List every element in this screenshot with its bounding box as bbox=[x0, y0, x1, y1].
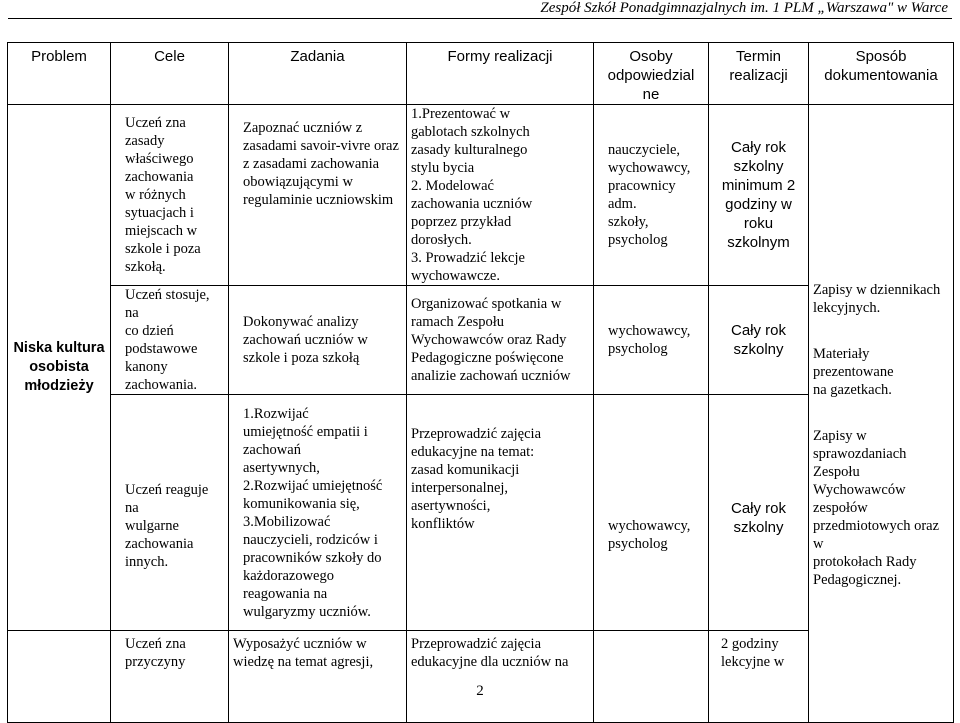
cel-cell: Uczeń reaguje na wulgarne zachowania innych. bbox=[111, 395, 229, 631]
termin-cell: Cały rok szkolny bbox=[709, 286, 809, 395]
col-header-zadania: Zadania bbox=[229, 43, 407, 105]
dokumentowanie-cell bbox=[809, 105, 954, 723]
document-header: Zespół Szkół Ponadgimnazjalnych im. 1 PLM „Warszawa" w Warce bbox=[540, 0, 948, 16]
formy-cell: Organizować spotkania w ramach Zespołu Wychowawców oraz Rady Pedagogiczne poświęcone analizie zachowań uczniów bbox=[407, 286, 594, 395]
formy-cell: 1.Prezentować w gablotach szkolnych zasady kulturalnego stylu bycia 2. Modelować zachowania uczniów poprzez przykład dorosłych. 3. Prowadzić lekcje wychowawcze. bbox=[407, 105, 594, 286]
col-header-formy: Formy realizacji bbox=[407, 43, 594, 105]
osoby-cell: wychowawcy, psycholog bbox=[594, 395, 709, 631]
osoby-cell: wychowawcy, psycholog bbox=[594, 286, 709, 395]
zadanie-cell: 1.Rozwijać umiejętność empatii i zachowań asertywnych, 2.Rozwijać umiejętność komunikowania się, 3.Mobilizować nauczycieli, rodziców i pracowników szkoły do każdorazowego reagowania na wulgaryzmy uczniów. bbox=[229, 395, 407, 631]
formy-cell: Przeprowadzić zajęcia edukacyjne dla uczniów na bbox=[407, 631, 594, 723]
termin-cell: Cały rok szkolny bbox=[709, 395, 809, 631]
osoby-cell: nauczyciele, wychowawcy, pracownicy adm. szkoły, psycholog bbox=[594, 105, 709, 286]
cel-cell: Uczeń stosuje, na co dzień podstawowe kanony zachowania. bbox=[111, 286, 229, 395]
header-rule bbox=[8, 18, 952, 19]
termin-cell: Cały rok szkolny minimum 2 godziny w roku szkolnym bbox=[709, 105, 809, 286]
problem-cell-empty bbox=[8, 631, 111, 723]
col-header-dokumentowanie: Sposób dokumentowania bbox=[809, 43, 954, 105]
zadanie-cell: Zapoznać uczniów z zasadami savoir-vivre oraz z zasadami zachowania obowiązującymi w regulaminie uczniowskim bbox=[229, 105, 407, 286]
col-header-cele: Cele bbox=[111, 43, 229, 105]
plan-table bbox=[7, 42, 954, 723]
problem-cell: Niska kultura osobista młodzieży bbox=[8, 105, 111, 631]
cel-cell: Uczeń zna zasady właściwego zachowania w różnych sytuacjach i miejscach w szkole i poza szkołą. bbox=[111, 105, 229, 286]
dok-entry: Zapisy w sprawozdaniach Zespołu Wychowawców zespołów przedmiotowych oraz w protokołach Rady Pedagogicznej. bbox=[813, 428, 940, 588]
dok-entry: Zapisy w dziennikach lekcyjnych. bbox=[813, 282, 941, 316]
col-header-problem: Problem bbox=[8, 43, 111, 105]
col-header-osoby: Osoby odpowiedzial ne bbox=[594, 43, 709, 105]
table-row bbox=[8, 105, 954, 286]
formy-cell: Przeprowadzić zajęcia edukacyjne na temat: zasad komunikacji interpersonalnej, asertywności, konfliktów bbox=[407, 395, 594, 631]
zadanie-cell: Wyposażyć uczniów w wiedzę na temat agresji, bbox=[229, 631, 407, 723]
page-number: 2 bbox=[476, 683, 484, 699]
col-header-termin: Termin realizacji bbox=[709, 43, 809, 105]
dok-entry: Materiały prezentowane na gazetkach. bbox=[813, 346, 894, 398]
zadanie-cell: Dokonywać analizy zachowań uczniów w szkole i poza szkołą bbox=[229, 286, 407, 395]
cel-cell: Uczeń zna przyczyny bbox=[111, 631, 229, 723]
table-header-row bbox=[8, 43, 954, 105]
termin-cell: 2 godziny lekcyjne w bbox=[709, 631, 809, 723]
osoby-cell bbox=[594, 631, 709, 723]
